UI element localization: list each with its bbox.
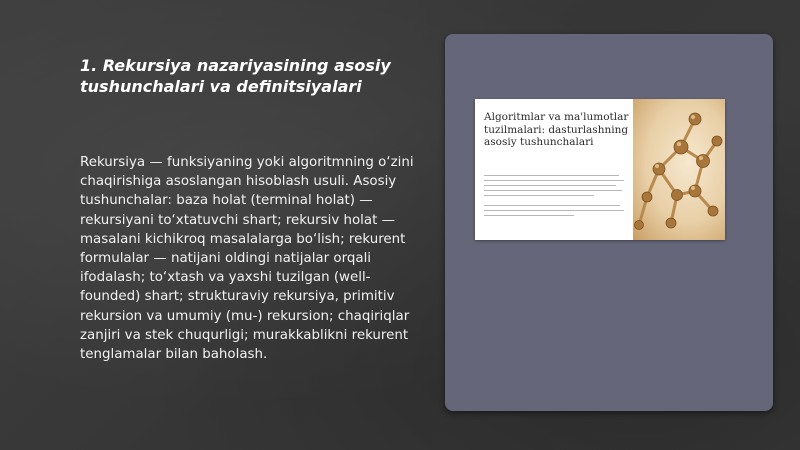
text-line: [484, 215, 574, 216]
text-line: [484, 195, 594, 196]
slide-body-text: Rekursiya — funksiyaning yoki algoritmning o‘zini chaqirishiga asoslangan hisoblash usuli. Asosiy tushunchalar: baza holat (terminal holat) — rekursiyani to‘xtatuvchi shart; rekursiv holat — masalani kichikroq masalalarga bo‘lish; rekurent formulalar — natijani oldingi natijalar orqali ifodalash; to‘xtash va yaxshi tuzilgan (well-founded) shart; strukturaviy rekursiya, primitiv rekursion va umumiy (mu-) rekursion; chaqiriqlar zanjiri va stek chuqurligi; murakkablikni rekurent tenglamalar bilan baholash.: [80, 155, 414, 363]
document-text-panel: [475, 99, 633, 240]
molecule-image: [633, 99, 725, 240]
text-line: [484, 210, 624, 211]
molecule-model-icon: [633, 99, 725, 240]
slide-title: 1. Rekursiya nazariyasining asosiy tushunchalari va definitsiyalari: [80, 56, 391, 96]
text-line: [484, 180, 624, 181]
text-line: [484, 185, 616, 186]
document-preview: [475, 99, 725, 240]
text-line: [484, 205, 620, 206]
document-title: Algoritmlar va ma'lumotlar tuzilmalari: dasturlashning asosiy tushunchalari: [484, 111, 629, 148]
text-line: [484, 190, 622, 191]
text-line: [484, 175, 619, 176]
